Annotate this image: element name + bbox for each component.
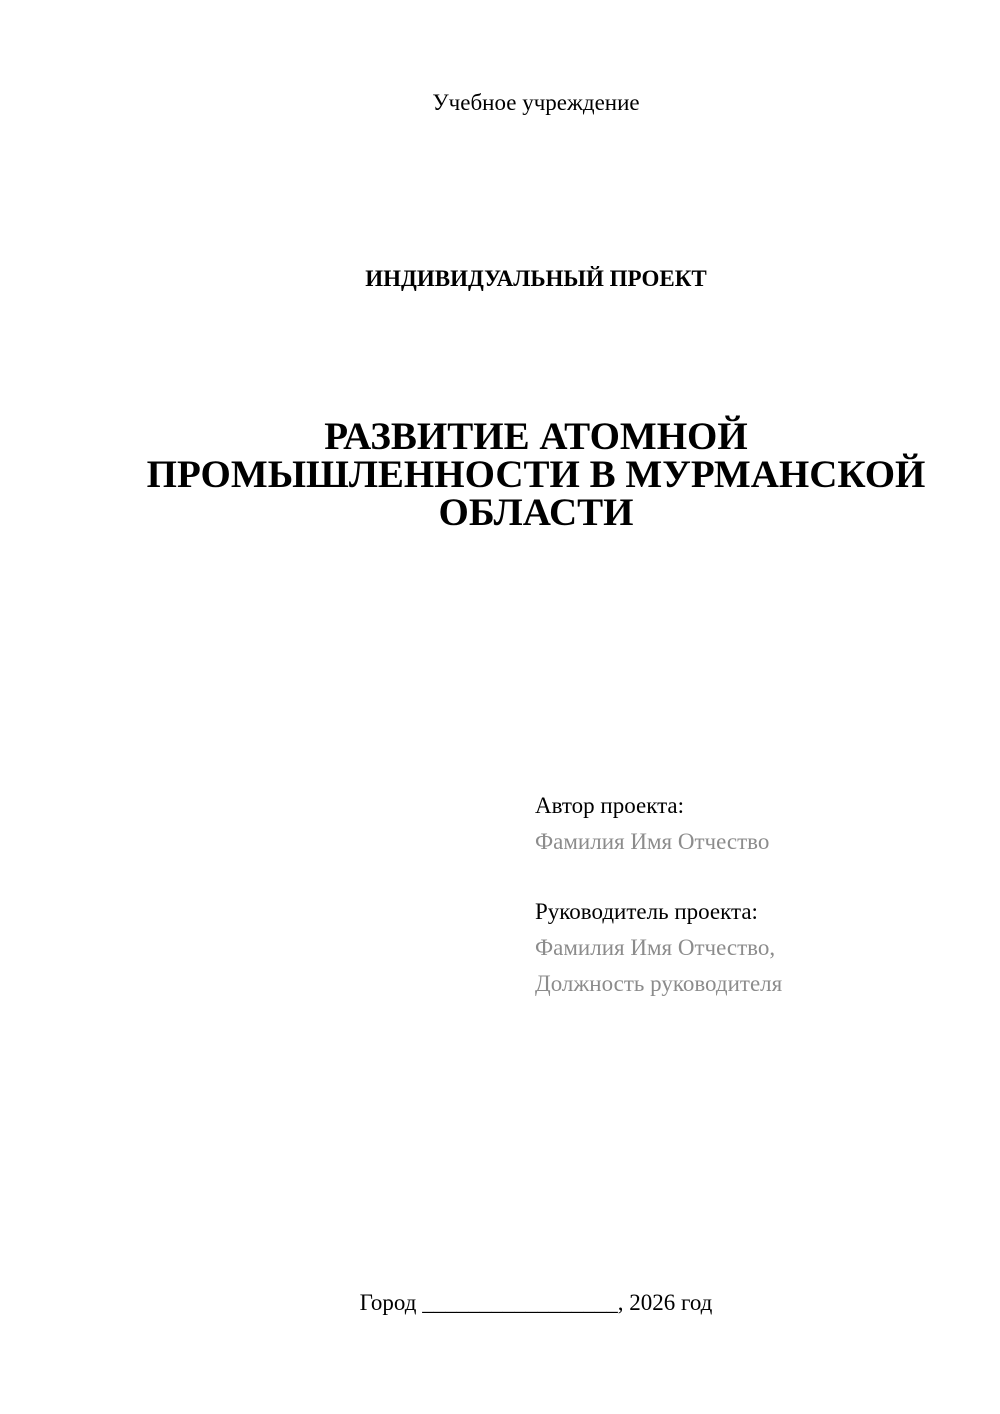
project-credits bbox=[535, 788, 782, 1002]
project-title bbox=[0, 415, 1000, 534]
institution-name: Учебное учреждение bbox=[432, 90, 640, 115]
document-type: ИНДИВИДУАЛЬНЫЙ ПРОЕКТ bbox=[365, 266, 707, 291]
author-name: Фамилия Имя Отчество bbox=[535, 829, 770, 854]
supervisor-label: Руководитель проекта: bbox=[535, 899, 758, 924]
city-year-line: Город _________________, 2026 год bbox=[359, 1290, 713, 1315]
supervisor-name: Фамилия Имя Отчество, bbox=[535, 935, 776, 960]
project-title-line: ПРОМЫШЛЕННОСТИ В МУРМАНСКОЙ bbox=[146, 453, 926, 496]
project-title-line: РАЗВИТИЕ АТОМНОЙ bbox=[324, 415, 748, 458]
supervisor-position: Должность руководителя bbox=[535, 971, 783, 996]
author-label: Автор проекта: bbox=[535, 793, 684, 818]
project-title-line: ОБЛАСТИ bbox=[438, 491, 634, 534]
credits-spacer bbox=[535, 860, 782, 894]
